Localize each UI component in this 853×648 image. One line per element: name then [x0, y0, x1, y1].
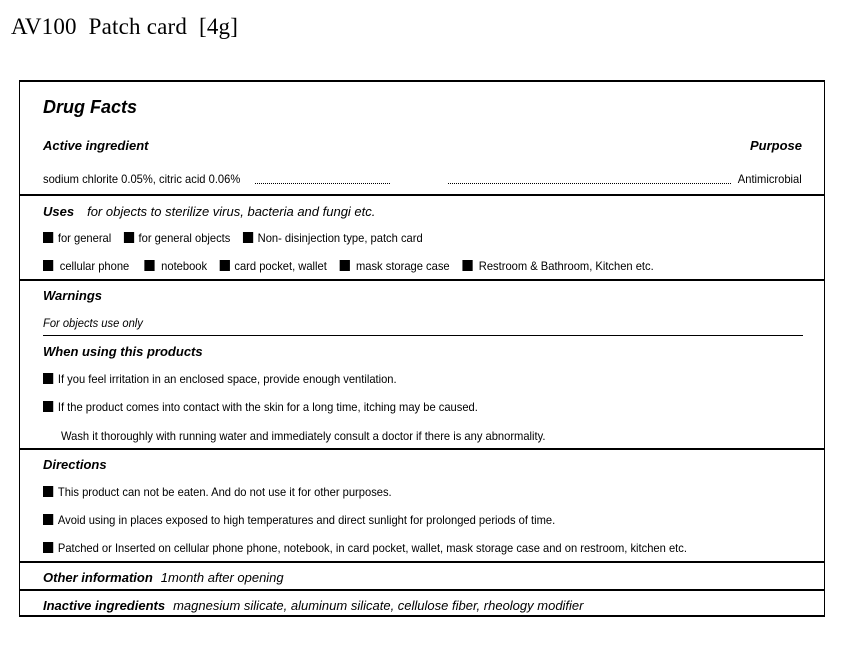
- bullet-square-icon: [43, 542, 53, 553]
- list-item: for general objects: [124, 231, 231, 245]
- list-item: This product can not be eaten. And do not use it for other purposes.: [43, 485, 392, 499]
- bullet-square-icon: [43, 486, 53, 497]
- inactive-ingredients-value: magnesium silicate, aluminum silicate, cellulose fiber, rheology modifier: [173, 598, 584, 613]
- list-item: card pocket, wallet: [220, 259, 327, 273]
- subsection-divider: [43, 335, 803, 336]
- purpose-heading: Purpose: [749, 138, 802, 153]
- warnings-note: For objects use only: [43, 316, 143, 330]
- when-using-heading: When using this products: [43, 344, 203, 359]
- inactive-ingredients-line: [43, 597, 584, 615]
- active-ingredient-text: sodium chlorite 0.05%, citric acid 0.06%: [43, 172, 241, 186]
- section-divider: [20, 194, 824, 196]
- other-information-heading: Other information: [43, 570, 153, 585]
- section-divider: [20, 589, 824, 591]
- uses-row-2: [43, 259, 663, 273]
- list-item: notebook: [144, 259, 207, 273]
- bullet-square-icon: [462, 260, 472, 271]
- list-item: mask storage case: [339, 259, 449, 273]
- list-item: cellular phone: [43, 259, 129, 273]
- bullet-square-icon: [43, 514, 53, 525]
- directions-heading: Directions: [43, 457, 107, 472]
- bullet-square-icon: [144, 260, 154, 271]
- list-item: If you feel irritation in an enclosed space, provide enough ventilation.: [43, 372, 397, 386]
- drug-facts-title: Drug Facts: [43, 97, 138, 117]
- other-information-line: [43, 569, 284, 587]
- bullet-square-icon: [124, 232, 134, 243]
- list-item: Restroom & Bathroom, Kitchen etc.: [462, 259, 654, 273]
- bullet-square-icon: [43, 232, 53, 243]
- when-using-continuation: Wash it thoroughly with running water and immediately consult a doctor if there is any abnormality.: [61, 429, 546, 443]
- list-item: Non- disinjection type, patch card: [243, 231, 423, 245]
- dot-leader-left: [255, 183, 390, 184]
- uses-heading: Uses: [43, 204, 75, 219]
- list-item: Patched or Inserted on cellular phone phone, notebook, in card pocket, wallet, mask storage case and on restroom, kitchen etc.: [43, 541, 687, 555]
- uses-description: for objects to sterilize virus, bacteria and fungi etc.: [87, 204, 376, 219]
- list-item: for general: [43, 231, 111, 245]
- inactive-ingredients-heading: Inactive ingredients: [43, 598, 166, 613]
- drug-facts-panel: [19, 80, 825, 617]
- list-item: If the product comes into contact with the skin for a long time, itching may be caused.: [43, 400, 478, 414]
- active-ingredient-heading: Active ingredient: [43, 138, 149, 153]
- uses-row-1: [43, 231, 432, 245]
- bullet-square-icon: [339, 260, 349, 271]
- section-divider: [20, 279, 824, 281]
- dot-leader-right: [448, 183, 731, 184]
- bullet-square-icon: [220, 260, 230, 271]
- bullet-square-icon: [43, 373, 53, 384]
- section-divider: [20, 561, 824, 563]
- bullet-square-icon: [43, 401, 53, 412]
- section-divider: [20, 448, 824, 450]
- document-title: AV100 Patch card [4g]: [11, 14, 239, 39]
- bullet-square-icon: [43, 260, 53, 271]
- purpose-text: Antimicrobial: [738, 172, 802, 186]
- uses-line: [43, 203, 375, 221]
- warnings-heading: Warnings: [43, 288, 102, 303]
- bullet-square-icon: [243, 232, 253, 243]
- other-information-value: 1month after opening: [160, 570, 284, 585]
- list-item: Avoid using in places exposed to high temperatures and direct sunlight for prolonged periods of time.: [43, 513, 555, 527]
